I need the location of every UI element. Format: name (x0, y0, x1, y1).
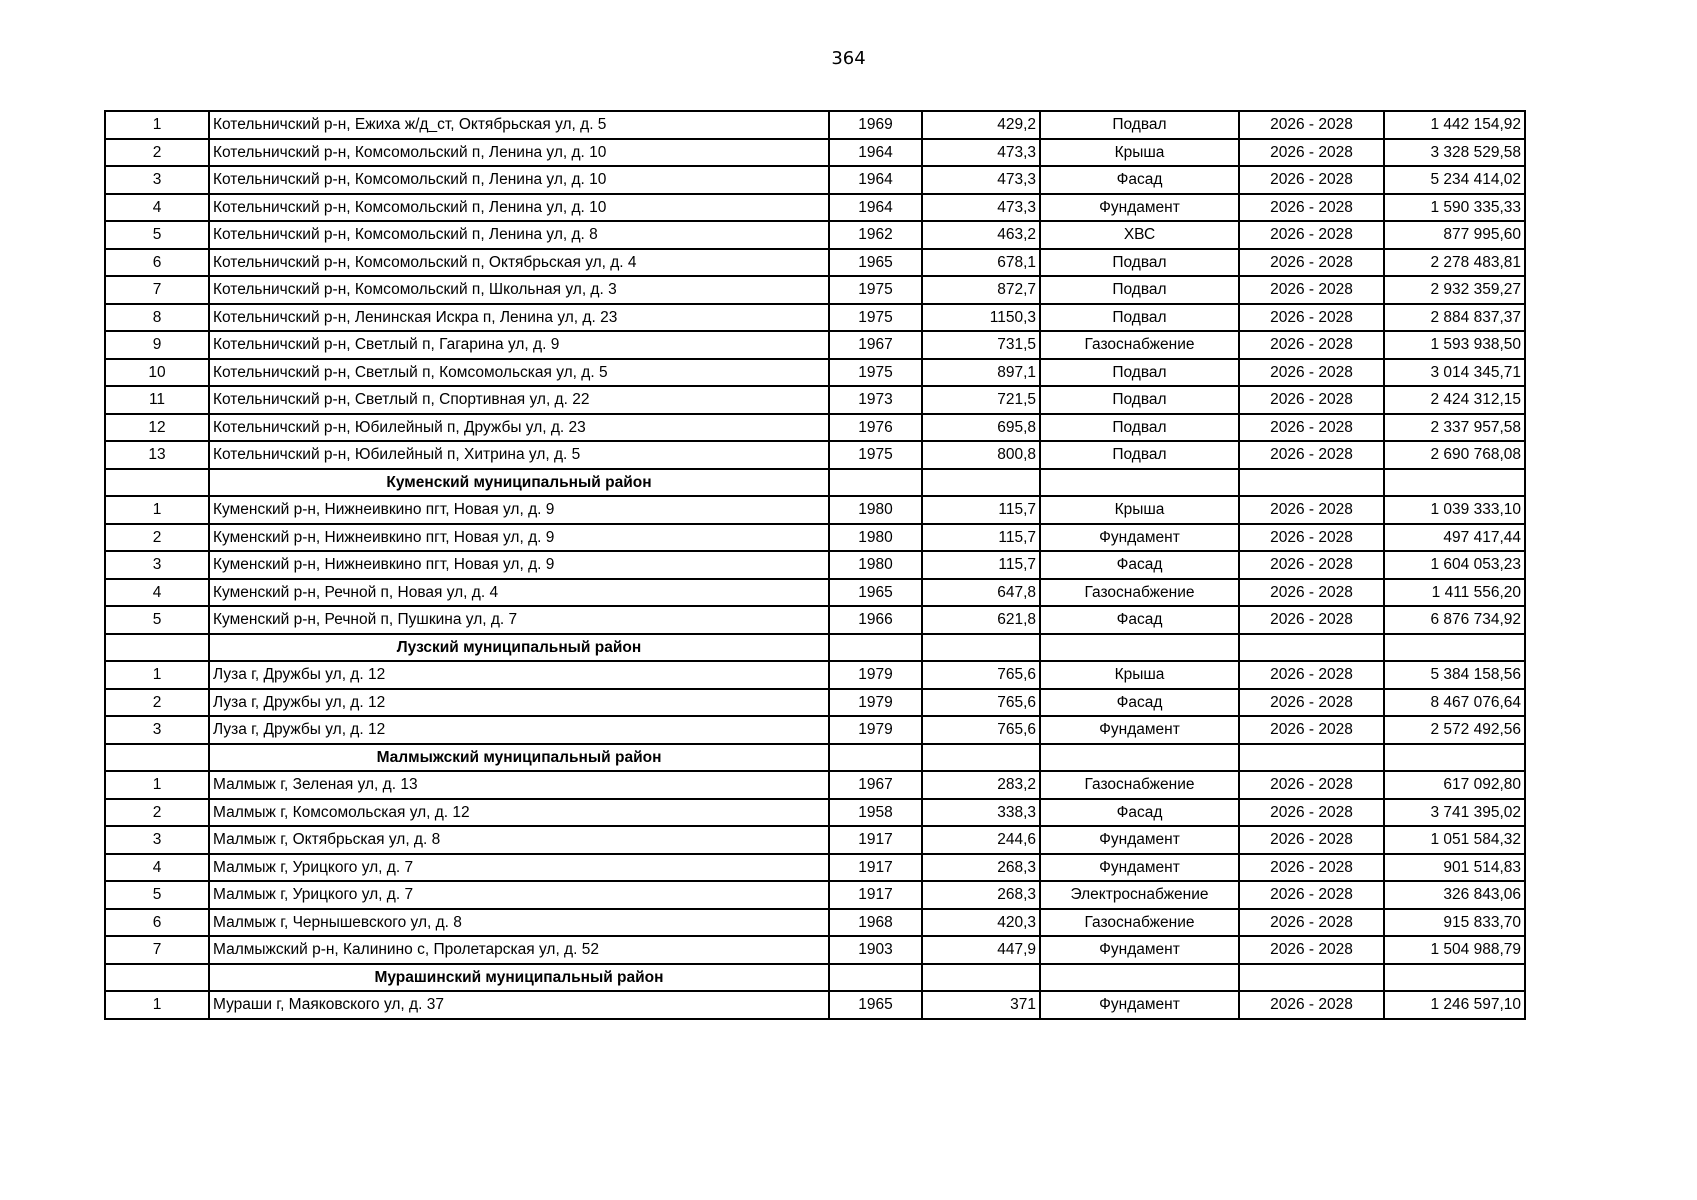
area-cell: 678,1 (922, 249, 1040, 277)
table-row (105, 194, 1525, 222)
row-number-cell: 5 (105, 221, 209, 249)
table-row (105, 854, 1525, 882)
build-year-cell: 1968 (829, 909, 922, 937)
row-number-cell: 8 (105, 304, 209, 332)
build-year-cell: 1980 (829, 496, 922, 524)
empty-cell (1239, 469, 1384, 497)
address-cell: Котельничский р-н, Комсомольский п, Ленина ул, д. 10 (209, 166, 829, 194)
cost-cell: 5 234 414,02 (1384, 166, 1525, 194)
cost-cell: 3 328 529,58 (1384, 139, 1525, 167)
area-cell: 371 (922, 991, 1040, 1019)
cost-cell: 326 843,06 (1384, 881, 1525, 909)
row-number-cell: 3 (105, 166, 209, 194)
empty-cell (105, 634, 209, 662)
empty-cell (1384, 634, 1525, 662)
period-cell: 2026 - 2028 (1239, 386, 1384, 414)
empty-cell (1040, 744, 1239, 772)
cost-cell: 2 884 837,37 (1384, 304, 1525, 332)
empty-cell (1239, 964, 1384, 992)
period-cell: 2026 - 2028 (1239, 111, 1384, 139)
row-number-cell: 2 (105, 799, 209, 827)
address-cell: Куменский р-н, Речной п, Новая ул, д. 4 (209, 579, 829, 607)
district-header-row (105, 964, 1525, 992)
build-year-cell: 1962 (829, 221, 922, 249)
cost-cell: 617 092,80 (1384, 771, 1525, 799)
empty-cell (922, 744, 1040, 772)
work-type-cell: Фундамент (1040, 936, 1239, 964)
table-row (105, 139, 1525, 167)
row-number-cell: 10 (105, 359, 209, 387)
build-year-cell: 1917 (829, 854, 922, 882)
area-cell: 115,7 (922, 551, 1040, 579)
table-row (105, 304, 1525, 332)
area-cell: 473,3 (922, 166, 1040, 194)
table-row (105, 579, 1525, 607)
period-cell: 2026 - 2028 (1239, 909, 1384, 937)
table-row (105, 441, 1525, 469)
area-cell: 1150,3 (922, 304, 1040, 332)
district-header-row (105, 469, 1525, 497)
row-number-cell: 4 (105, 579, 209, 607)
district-title: Мурашинский муниципальный район (209, 964, 829, 992)
work-type-cell: Фасад (1040, 166, 1239, 194)
address-cell: Котельничский р-н, Комсомольский п, Ленина ул, д. 10 (209, 139, 829, 167)
period-cell: 2026 - 2028 (1239, 854, 1384, 882)
period-cell: 2026 - 2028 (1239, 249, 1384, 277)
page-number: 364 (831, 48, 866, 69)
area-cell: 621,8 (922, 606, 1040, 634)
table-row (105, 359, 1525, 387)
build-year-cell: 1975 (829, 441, 922, 469)
build-year-cell: 1965 (829, 249, 922, 277)
row-number-cell: 4 (105, 194, 209, 222)
area-cell: 115,7 (922, 524, 1040, 552)
empty-cell (922, 469, 1040, 497)
table-row (105, 799, 1525, 827)
address-cell: Котельничский р-н, Комсомольский п, Ленина ул, д. 8 (209, 221, 829, 249)
work-type-cell: Газоснабжение (1040, 331, 1239, 359)
cost-cell: 3 014 345,71 (1384, 359, 1525, 387)
build-year-cell: 1965 (829, 991, 922, 1019)
work-type-cell: Газоснабжение (1040, 909, 1239, 937)
area-cell: 420,3 (922, 909, 1040, 937)
empty-cell (829, 744, 922, 772)
work-type-cell: Подвал (1040, 249, 1239, 277)
period-cell: 2026 - 2028 (1239, 991, 1384, 1019)
empty-cell (829, 964, 922, 992)
area-cell: 244,6 (922, 826, 1040, 854)
cost-cell: 915 833,70 (1384, 909, 1525, 937)
district-header-row (105, 634, 1525, 662)
cost-cell: 1 051 584,32 (1384, 826, 1525, 854)
table-row (105, 771, 1525, 799)
period-cell: 2026 - 2028 (1239, 359, 1384, 387)
period-cell: 2026 - 2028 (1239, 771, 1384, 799)
empty-cell (1239, 634, 1384, 662)
address-cell: Котельничский р-н, Комсомольский п, Школьная ул, д. 3 (209, 276, 829, 304)
address-cell: Котельничский р-н, Юбилейный п, Дружбы ул, д. 23 (209, 414, 829, 442)
work-type-cell: ХВС (1040, 221, 1239, 249)
period-cell: 2026 - 2028 (1239, 304, 1384, 332)
cost-cell: 5 384 158,56 (1384, 661, 1525, 689)
period-cell: 2026 - 2028 (1239, 826, 1384, 854)
build-year-cell: 1980 (829, 551, 922, 579)
address-cell: Куменский р-н, Нижнеивкино пгт, Новая ул, д. 9 (209, 524, 829, 552)
district-title: Лузский муниципальный район (209, 634, 829, 662)
area-cell: 268,3 (922, 854, 1040, 882)
table-row (105, 166, 1525, 194)
work-type-cell: Крыша (1040, 496, 1239, 524)
address-cell: Котельничский р-н, Комсомольский п, Ленина ул, д. 10 (209, 194, 829, 222)
row-number-cell: 5 (105, 606, 209, 634)
address-cell: Малмыж г, Чернышевского ул, д. 8 (209, 909, 829, 937)
period-cell: 2026 - 2028 (1239, 221, 1384, 249)
row-number-cell: 2 (105, 524, 209, 552)
period-cell: 2026 - 2028 (1239, 276, 1384, 304)
work-type-cell: Подвал (1040, 111, 1239, 139)
work-type-cell: Фасад (1040, 799, 1239, 827)
build-year-cell: 1975 (829, 276, 922, 304)
cost-cell: 1 590 335,33 (1384, 194, 1525, 222)
address-cell: Куменский р-н, Нижнеивкино пгт, Новая ул, д. 9 (209, 551, 829, 579)
row-number-cell: 12 (105, 414, 209, 442)
row-number-cell: 2 (105, 689, 209, 717)
build-year-cell: 1973 (829, 386, 922, 414)
cost-cell: 1 593 938,50 (1384, 331, 1525, 359)
period-cell: 2026 - 2028 (1239, 551, 1384, 579)
table-row (105, 551, 1525, 579)
address-cell: Куменский р-н, Нижнеивкино пгт, Новая ул, д. 9 (209, 496, 829, 524)
area-cell: 463,2 (922, 221, 1040, 249)
cost-cell: 1 604 053,23 (1384, 551, 1525, 579)
table-row (105, 716, 1525, 744)
row-number-cell: 6 (105, 249, 209, 277)
empty-cell (1384, 469, 1525, 497)
period-cell: 2026 - 2028 (1239, 496, 1384, 524)
build-year-cell: 1965 (829, 579, 922, 607)
cost-cell: 2 278 483,81 (1384, 249, 1525, 277)
period-cell: 2026 - 2028 (1239, 661, 1384, 689)
row-number-cell: 3 (105, 716, 209, 744)
area-cell: 800,8 (922, 441, 1040, 469)
table-row (105, 881, 1525, 909)
build-year-cell: 1903 (829, 936, 922, 964)
area-cell: 647,8 (922, 579, 1040, 607)
area-cell: 473,3 (922, 194, 1040, 222)
empty-cell (105, 744, 209, 772)
period-cell: 2026 - 2028 (1239, 331, 1384, 359)
cost-cell: 3 741 395,02 (1384, 799, 1525, 827)
work-type-cell: Фундамент (1040, 194, 1239, 222)
address-cell: Котельничский р-н, Светлый п, Гагарина ул, д. 9 (209, 331, 829, 359)
table-row (105, 661, 1525, 689)
build-year-cell: 1975 (829, 359, 922, 387)
work-type-cell: Подвал (1040, 304, 1239, 332)
area-cell: 731,5 (922, 331, 1040, 359)
address-cell: Малмыж г, Зеленая ул, д. 13 (209, 771, 829, 799)
row-number-cell: 1 (105, 991, 209, 1019)
table-row (105, 606, 1525, 634)
empty-cell (829, 634, 922, 662)
build-year-cell: 1980 (829, 524, 922, 552)
work-type-cell: Крыша (1040, 661, 1239, 689)
row-number-cell: 11 (105, 386, 209, 414)
cost-cell: 2 690 768,08 (1384, 441, 1525, 469)
cost-cell: 901 514,83 (1384, 854, 1525, 882)
build-year-cell: 1979 (829, 689, 922, 717)
table-row (105, 276, 1525, 304)
table-row (105, 936, 1525, 964)
table-row (105, 991, 1525, 1019)
area-cell: 872,7 (922, 276, 1040, 304)
work-type-cell: Газоснабжение (1040, 771, 1239, 799)
area-cell: 429,2 (922, 111, 1040, 139)
period-cell: 2026 - 2028 (1239, 414, 1384, 442)
address-cell: Котельничский р-н, Светлый п, Спортивная ул, д. 22 (209, 386, 829, 414)
row-number-cell: 2 (105, 139, 209, 167)
row-number-cell: 4 (105, 854, 209, 882)
work-type-cell: Подвал (1040, 386, 1239, 414)
district-header-row (105, 744, 1525, 772)
area-cell: 338,3 (922, 799, 1040, 827)
empty-cell (105, 964, 209, 992)
area-cell: 765,6 (922, 689, 1040, 717)
cost-cell: 2 337 957,58 (1384, 414, 1525, 442)
period-cell: 2026 - 2028 (1239, 689, 1384, 717)
area-cell: 447,9 (922, 936, 1040, 964)
address-cell: Малмыж г, Урицкого ул, д. 7 (209, 881, 829, 909)
period-cell: 2026 - 2028 (1239, 194, 1384, 222)
table-row (105, 221, 1525, 249)
period-cell: 2026 - 2028 (1239, 716, 1384, 744)
area-cell: 897,1 (922, 359, 1040, 387)
address-cell: Котельничский р-н, Светлый п, Комсомольская ул, д. 5 (209, 359, 829, 387)
period-cell: 2026 - 2028 (1239, 524, 1384, 552)
work-type-cell: Подвал (1040, 441, 1239, 469)
address-cell: Луза г, Дружбы ул, д. 12 (209, 661, 829, 689)
cost-cell: 1 246 597,10 (1384, 991, 1525, 1019)
period-cell: 2026 - 2028 (1239, 579, 1384, 607)
work-type-cell: Подвал (1040, 276, 1239, 304)
work-type-cell: Фундамент (1040, 716, 1239, 744)
empty-cell (1040, 634, 1239, 662)
address-cell: Малмыжский р-н, Калинино с, Пролетарская ул, д. 52 (209, 936, 829, 964)
housing-repair-table (104, 110, 1526, 1020)
district-title: Куменский муниципальный район (209, 469, 829, 497)
work-type-cell: Крыша (1040, 139, 1239, 167)
period-cell: 2026 - 2028 (1239, 166, 1384, 194)
table-row (105, 909, 1525, 937)
period-cell: 2026 - 2028 (1239, 799, 1384, 827)
build-year-cell: 1958 (829, 799, 922, 827)
cost-cell: 1 504 988,79 (1384, 936, 1525, 964)
area-cell: 115,7 (922, 496, 1040, 524)
address-cell: Котельничский р-н, Комсомольский п, Октябрьская ул, д. 4 (209, 249, 829, 277)
row-number-cell: 5 (105, 881, 209, 909)
address-cell: Малмыж г, Октябрьская ул, д. 8 (209, 826, 829, 854)
empty-cell (922, 634, 1040, 662)
cost-cell: 1 442 154,92 (1384, 111, 1525, 139)
empty-cell (922, 964, 1040, 992)
cost-cell: 2 932 359,27 (1384, 276, 1525, 304)
row-number-cell: 13 (105, 441, 209, 469)
build-year-cell: 1979 (829, 661, 922, 689)
work-type-cell: Фундамент (1040, 991, 1239, 1019)
work-type-cell: Фундамент (1040, 854, 1239, 882)
cost-cell: 8 467 076,64 (1384, 689, 1525, 717)
build-year-cell: 1964 (829, 194, 922, 222)
build-year-cell: 1964 (829, 139, 922, 167)
work-type-cell: Фундамент (1040, 826, 1239, 854)
work-type-cell: Подвал (1040, 359, 1239, 387)
table-row (105, 496, 1525, 524)
row-number-cell: 6 (105, 909, 209, 937)
build-year-cell: 1976 (829, 414, 922, 442)
cost-cell: 497 417,44 (1384, 524, 1525, 552)
period-cell: 2026 - 2028 (1239, 139, 1384, 167)
area-cell: 283,2 (922, 771, 1040, 799)
work-type-cell: Фасад (1040, 689, 1239, 717)
row-number-cell: 1 (105, 661, 209, 689)
empty-cell (1040, 469, 1239, 497)
row-number-cell: 1 (105, 771, 209, 799)
build-year-cell: 1917 (829, 881, 922, 909)
cost-cell: 1 411 556,20 (1384, 579, 1525, 607)
empty-cell (1239, 744, 1384, 772)
build-year-cell: 1975 (829, 304, 922, 332)
row-number-cell: 1 (105, 496, 209, 524)
table-row (105, 414, 1525, 442)
address-cell: Котельничский р-н, Юбилейный п, Хитрина ул, д. 5 (209, 441, 829, 469)
row-number-cell: 1 (105, 111, 209, 139)
row-number-cell: 7 (105, 936, 209, 964)
address-cell: Луза г, Дружбы ул, д. 12 (209, 689, 829, 717)
row-number-cell: 9 (105, 331, 209, 359)
table-row (105, 826, 1525, 854)
row-number-cell: 3 (105, 826, 209, 854)
work-type-cell: Фасад (1040, 606, 1239, 634)
area-cell: 765,6 (922, 716, 1040, 744)
table-row (105, 386, 1525, 414)
period-cell: 2026 - 2028 (1239, 441, 1384, 469)
build-year-cell: 1917 (829, 826, 922, 854)
work-type-cell: Фасад (1040, 551, 1239, 579)
row-number-cell: 7 (105, 276, 209, 304)
address-cell: Луза г, Дружбы ул, д. 12 (209, 716, 829, 744)
address-cell: Малмыж г, Комсомольская ул, д. 12 (209, 799, 829, 827)
empty-cell (1040, 964, 1239, 992)
address-cell: Котельничский р-н, Ленинская Искра п, Ленина ул, д. 23 (209, 304, 829, 332)
period-cell: 2026 - 2028 (1239, 606, 1384, 634)
build-year-cell: 1967 (829, 771, 922, 799)
area-cell: 268,3 (922, 881, 1040, 909)
work-type-cell: Газоснабжение (1040, 579, 1239, 607)
address-cell: Куменский р-н, Речной п, Пушкина ул, д. 7 (209, 606, 829, 634)
build-year-cell: 1967 (829, 331, 922, 359)
build-year-cell: 1966 (829, 606, 922, 634)
work-type-cell: Фундамент (1040, 524, 1239, 552)
row-number-cell: 3 (105, 551, 209, 579)
cost-cell: 2 572 492,56 (1384, 716, 1525, 744)
period-cell: 2026 - 2028 (1239, 936, 1384, 964)
period-cell: 2026 - 2028 (1239, 881, 1384, 909)
cost-cell: 1 039 333,10 (1384, 496, 1525, 524)
table-row (105, 689, 1525, 717)
table-row (105, 331, 1525, 359)
empty-cell (1384, 744, 1525, 772)
address-cell: Котельничский р-н, Ежиха ж/д_ст, Октябрьская ул, д. 5 (209, 111, 829, 139)
cost-cell: 2 424 312,15 (1384, 386, 1525, 414)
table-row (105, 524, 1525, 552)
address-cell: Малмыж г, Урицкого ул, д. 7 (209, 854, 829, 882)
cost-cell: 877 995,60 (1384, 221, 1525, 249)
table-row (105, 249, 1525, 277)
build-year-cell: 1969 (829, 111, 922, 139)
empty-cell (1384, 964, 1525, 992)
area-cell: 721,5 (922, 386, 1040, 414)
area-cell: 695,8 (922, 414, 1040, 442)
district-title: Малмыжский муниципальный район (209, 744, 829, 772)
empty-cell (105, 469, 209, 497)
area-cell: 765,6 (922, 661, 1040, 689)
table-row (105, 111, 1525, 139)
area-cell: 473,3 (922, 139, 1040, 167)
build-year-cell: 1964 (829, 166, 922, 194)
address-cell: Мураши г, Маяковского ул, д. 37 (209, 991, 829, 1019)
cost-cell: 6 876 734,92 (1384, 606, 1525, 634)
work-type-cell: Подвал (1040, 414, 1239, 442)
work-type-cell: Электроснабжение (1040, 881, 1239, 909)
empty-cell (829, 469, 922, 497)
table-body (105, 111, 1525, 1019)
build-year-cell: 1979 (829, 716, 922, 744)
